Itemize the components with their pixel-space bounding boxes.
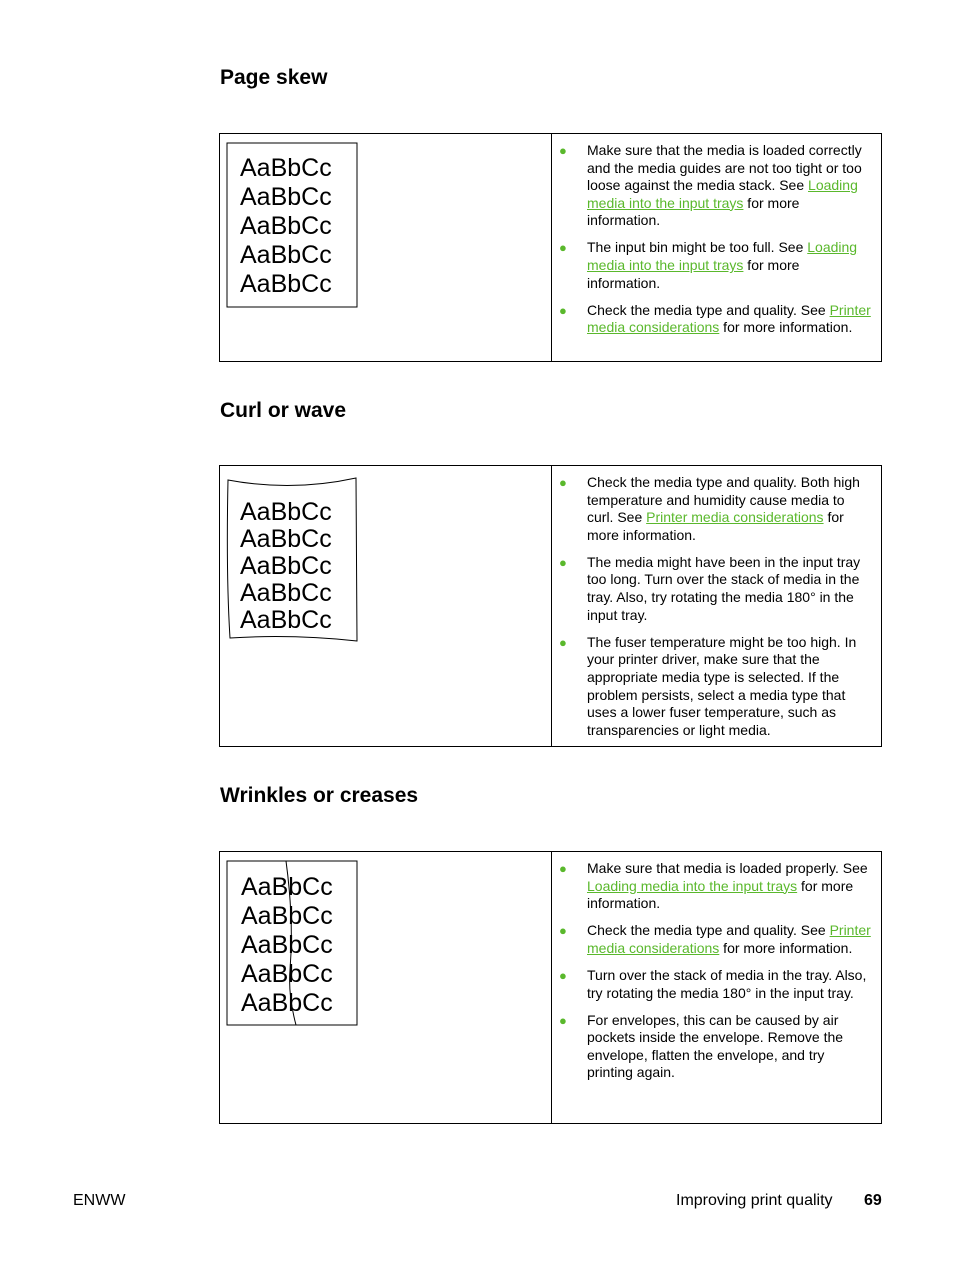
sample-text: AaBbCc [240, 154, 332, 182]
section-title-curl-or-wave: Curl or wave [220, 399, 347, 422]
solution-item: ● Make sure that media is loaded properly. See Loading media into the input trays for more information. [559, 860, 868, 912]
sample-text: AaBbCc [240, 183, 332, 211]
sample-text: AaBbCc [241, 873, 333, 901]
solution-item: ● Check the media type and quality. Both high temperature and humidity cause media to curl. See Printer media considerations for more information. [559, 474, 860, 543]
sample-text: AaBbCc [240, 241, 332, 269]
solution-item: ● The input bin might be too full. See Loading media into the input trays for more information. [559, 239, 858, 291]
sample-text-lines [241, 873, 333, 1017]
bullet-icon: ● [559, 634, 567, 650]
wrinkles-or-creases-solutions [552, 852, 881, 1123]
sample-text: AaBbCc [240, 270, 332, 298]
solution-item: ● Check the media type and quality. See Printer media considerations for more information. [559, 922, 871, 956]
page-number: 69 [864, 1192, 882, 1209]
cross-reference-link[interactable]: Printer media considerations [646, 509, 824, 526]
curl-sample-image [220, 466, 552, 746]
cross-reference-link[interactable]: Printer media considerations [587, 301, 871, 336]
sample-text: AaBbCc [240, 579, 332, 607]
curled-page-illustration [226, 474, 360, 642]
sample-text: AaBbCc [240, 498, 332, 526]
solution-item: ● For envelopes, this can be caused by air pockets inside the envelope. Remove the envelope, flatten the envelope, and try printing again. [559, 1011, 844, 1081]
sample-text: AaBbCc [241, 902, 333, 930]
solution-item: ● Make sure that the media is loaded correctly and the media guides are not too tight or too loose against the media stack. See Loading media into the input trays for more information. [559, 142, 862, 229]
solution-item: ● The fuser temperature might be too high. In your printer driver, make sure that the appropriate media type is selected. If the problem persists, select a media type that uses a lower fuser temperature, such as transparencies or light media. [559, 633, 857, 738]
section-title-wrinkles-or-creases: Wrinkles or creases [220, 784, 419, 807]
sample-text: AaBbCc [240, 606, 332, 634]
solution-item: ● The media might have been in the input tray too long. Turn over the stack of media in the tray. Also, try rotating the media 180° in the input tray. [559, 553, 861, 623]
sample-text: AaBbCc [240, 525, 332, 553]
bullet-icon: ● [559, 475, 567, 490]
wrinkles-or-creases-table [219, 851, 882, 1124]
footer-doc-code: ENWW [73, 1192, 126, 1209]
solution-list [552, 466, 881, 739]
wrinkled-page-illustration [226, 860, 360, 1028]
solution-list [552, 134, 881, 337]
sample-text: AaBbCc [240, 552, 332, 580]
cross-reference-link[interactable]: Loading media into the input trays [587, 177, 858, 211]
sample-text-lines [240, 498, 332, 634]
cross-reference-link[interactable]: Printer media considerations [587, 922, 871, 956]
bullet-icon: ● [559, 923, 567, 939]
page-skew-table [219, 133, 882, 362]
skewed-page-illustration [226, 142, 360, 310]
bullet-icon: ● [559, 1012, 567, 1028]
page-skew-sample-image [220, 134, 552, 361]
solution-item: ● Turn over the stack of media in the tray. Also, try rotating the media 180° in the input tray. [559, 966, 867, 1001]
sample-text: AaBbCc [240, 212, 332, 240]
wrinkle-sample-image [220, 852, 552, 1123]
solution-list [552, 852, 881, 1082]
footer-section-name: Improving print quality [676, 1192, 833, 1209]
bullet-icon: ● [559, 302, 567, 318]
bullet-icon: ● [559, 240, 567, 256]
sample-text: AaBbCc [241, 931, 333, 959]
bullet-icon: ● [559, 143, 567, 158]
cross-reference-link[interactable]: Loading media into the input trays [587, 877, 798, 894]
bullet-icon: ● [559, 861, 567, 876]
section-title-page-skew: Page skew [220, 66, 328, 89]
bullet-icon: ● [559, 967, 567, 983]
sample-text: AaBbCc [241, 960, 333, 988]
curl-or-wave-table [219, 465, 882, 747]
bullet-icon: ● [559, 554, 567, 570]
cross-reference-link[interactable]: Loading media into the input trays [587, 239, 858, 274]
curl-or-wave-solutions [552, 466, 881, 746]
sample-text-lines [240, 154, 332, 298]
solution-item: ● Check the media type and quality. See Printer media considerations for more information. [559, 301, 871, 336]
sample-text: AaBbCc [241, 989, 333, 1017]
page-skew-solutions [552, 134, 881, 361]
